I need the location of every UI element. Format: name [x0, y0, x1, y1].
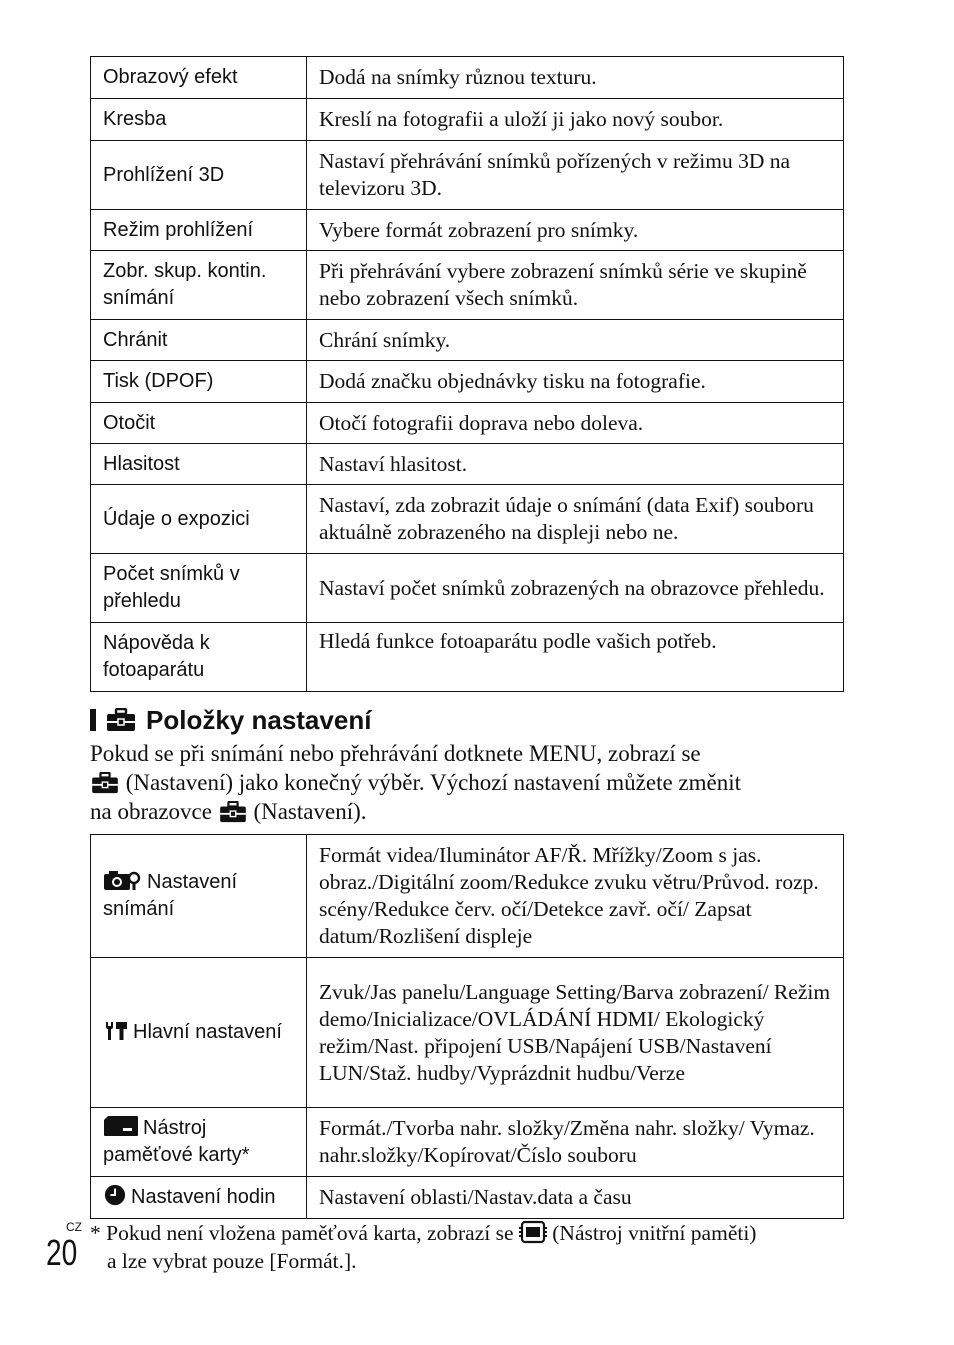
intro-paragraph	[90, 739, 850, 826]
item-name-cell	[91, 958, 307, 1108]
footnote-text: * Pokud není vložena paměťová karta, zobrazí se	[90, 1221, 519, 1245]
toolbox-icon	[90, 772, 120, 794]
item-desc: Nastaví, zda zobrazit údaje o snímání (data Exif) souboru aktuálně zobrazeného na displeji nebo ne.	[307, 485, 844, 554]
table-row	[91, 444, 844, 485]
table-row	[91, 210, 844, 251]
intro-text: Pokud se při snímání nebo přehrávání dotknete MENU, zobrazí se	[90, 741, 701, 766]
item-desc: Dodá na snímky různou texturu.	[307, 57, 844, 99]
item-name: Nastavení hodin	[131, 1186, 276, 1208]
item-name: Obrazový efekt	[91, 57, 307, 99]
item-name-cell	[91, 1177, 307, 1219]
item-name: Hlavní nastavení	[133, 1021, 282, 1043]
item-name: Prohlížení 3D	[91, 141, 307, 210]
item-name: Kresba	[91, 99, 307, 141]
item-desc: Kreslí na fotografii a uloží ji jako nový soubor.	[307, 99, 844, 141]
playback-menu-table	[90, 56, 844, 692]
table-row	[91, 251, 844, 320]
wrench-icon	[103, 1019, 129, 1041]
item-desc: Zvuk/Jas panelu/Language Setting/Barva zobrazení/ Režim demo/Inicializace/OVLÁDÁNÍ HDMI/ Ekologický režim/Nast. připojení USB/Napájení USB/Nastavení LUN/Staž. hudby/Vyprázdnit hudbu/Verze	[307, 958, 844, 1108]
item-name: Nastavení snímání	[103, 871, 238, 920]
table-row	[91, 1177, 844, 1219]
item-desc: Dodá značku objednávky tisku na fotografie.	[307, 361, 844, 403]
table-row	[91, 1108, 844, 1177]
item-name: Počet snímků v přehledu	[91, 554, 307, 623]
internal-memory-icon	[519, 1220, 547, 1244]
table-row	[91, 958, 844, 1108]
table-row	[91, 403, 844, 444]
intro-text: (Nastavení).	[247, 799, 367, 824]
item-name-cell	[91, 835, 307, 958]
toolbox-icon	[218, 801, 248, 823]
footnote	[90, 1219, 860, 1275]
item-desc: Formát./Tvorba nahr. složky/Změna nahr. složky/ Vymaz. nahr.složky/Kopírovat/Číslo souboru	[307, 1108, 844, 1177]
item-name-cell	[91, 1108, 307, 1177]
item-desc: Hledá funkce fotoaparátu podle vašich potřeb.	[307, 623, 844, 692]
item-desc: Formát videa/Iluminátor AF/Ř. Mřížky/Zoom s jas. obraz./Digitální zoom/Redukce zvuku větru/Průvod. rozp. scény/Redukce červ. očí/Detekce zavř. očí/ Zapsat datum/Rozlišení displeje	[307, 835, 844, 958]
item-desc: Při přehrávání vybere zobrazení snímků série ve skupině nebo zobrazení všech snímků.	[307, 251, 844, 320]
item-name: Otočit	[91, 403, 307, 444]
item-name: Chránit	[91, 320, 307, 361]
item-name: Režim prohlížení	[91, 210, 307, 251]
page-number: 20	[46, 1232, 78, 1273]
table-row	[91, 554, 844, 623]
item-name: Hlasitost	[91, 444, 307, 485]
item-name: Nástroj paměťové karty*	[103, 1117, 250, 1166]
table-row	[91, 485, 844, 554]
table-row	[91, 99, 844, 141]
heading-bar	[90, 709, 96, 731]
item-name: Tisk (DPOF)	[91, 361, 307, 403]
toolbox-icon	[106, 708, 136, 732]
item-name: Nápověda k fotoaparátu	[91, 623, 307, 692]
table-row	[91, 361, 844, 403]
item-desc: Chrání snímky.	[307, 320, 844, 361]
item-desc: Otočí fotografii doprava nebo doleva.	[307, 403, 844, 444]
item-desc: Nastaví počet snímků zobrazených na obrazovce přehledu.	[307, 554, 844, 623]
memory-card-icon	[103, 1115, 139, 1137]
table-row	[91, 141, 844, 210]
table-row	[91, 57, 844, 99]
item-name: Zobr. skup. kontin. snímání	[91, 251, 307, 320]
camera-settings-icon	[103, 869, 143, 891]
table-row	[91, 623, 844, 692]
settings-table	[90, 834, 844, 1219]
footnote-text: a lze vybrat pouze [Formát.].	[107, 1249, 357, 1273]
item-desc: Nastaví přehrávání snímků pořízených v režimu 3D na televizoru 3D.	[307, 141, 844, 210]
section-title: Položky nastavení	[146, 704, 372, 735]
table-row	[91, 320, 844, 361]
item-desc: Nastaví hlasitost.	[307, 444, 844, 485]
intro-text: (Nastavení) jako konečný výběr. Výchozí nastavení můžete změnit	[120, 770, 741, 795]
table-row	[91, 835, 844, 958]
item-desc: Nastavení oblasti/Nastav.data a času	[307, 1177, 844, 1219]
item-name: Údaje o expozici	[91, 485, 307, 554]
clock-icon	[103, 1184, 127, 1206]
section-heading	[90, 702, 371, 738]
item-desc: Vybere formát zobrazení pro snímky.	[307, 210, 844, 251]
footnote-text: (Nástroj vnitřní paměti)	[546, 1221, 757, 1245]
intro-text: na obrazovce	[90, 799, 218, 824]
language-code: CZ	[66, 1220, 82, 1234]
